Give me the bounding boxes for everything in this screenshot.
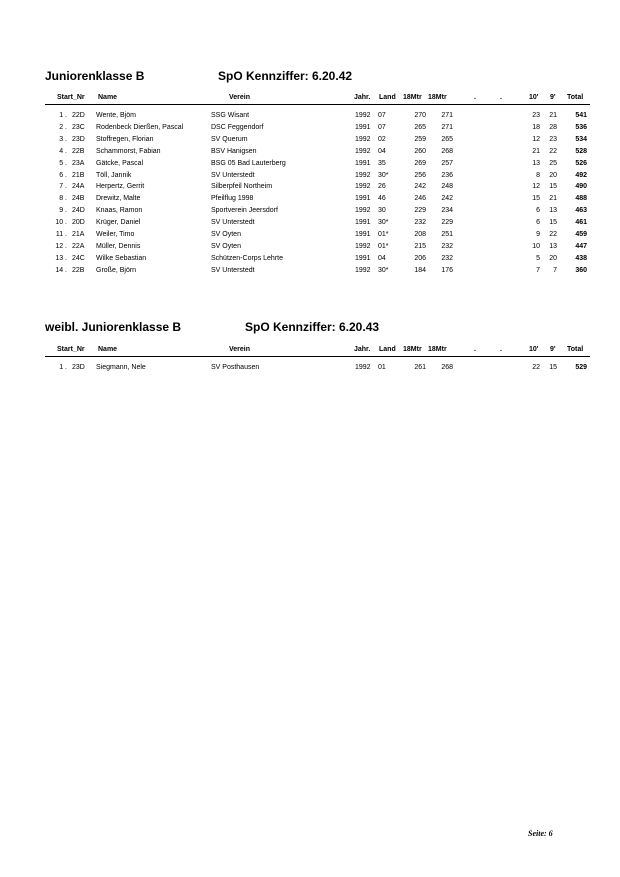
- cell-jahr: 1992: [355, 147, 371, 155]
- cell-10: 21: [532, 147, 540, 155]
- cell-18mtr-1: 184: [414, 266, 426, 274]
- header-dot-1: .: [474, 94, 476, 101]
- cell-18mtr-2: 268: [441, 364, 453, 371]
- cell-10: 8: [536, 171, 540, 179]
- cell-land: 30*: [378, 171, 389, 179]
- cell-18mtr-1: 256: [414, 171, 426, 179]
- cell-start-nr: 23C: [72, 123, 85, 131]
- cell-9: 20: [549, 171, 557, 179]
- table-row: [45, 265, 590, 277]
- cell-18mtr-2: 232: [441, 242, 453, 250]
- header-verein: Verein: [229, 346, 251, 353]
- cell-9: 20: [549, 254, 557, 262]
- cell-18mtr-1: 259: [414, 135, 426, 143]
- cell-verein: SV Unterstedt: [211, 171, 255, 179]
- cell-18mtr-1: 265: [414, 123, 426, 131]
- cell-10: 23: [532, 112, 540, 119]
- cell-10: 6: [536, 219, 540, 227]
- cell-18mtr-1: 232: [414, 219, 426, 227]
- cell-9: 15: [549, 364, 557, 371]
- section-title: [45, 320, 380, 334]
- cell-position: 9 .: [59, 207, 67, 215]
- cell-start-nr: 24B: [72, 195, 85, 203]
- cell-9: 21: [549, 112, 557, 119]
- cell-18mtr-2: 242: [441, 195, 453, 203]
- table-row: [45, 110, 590, 122]
- cell-position: 6 .: [59, 171, 67, 179]
- cell-9: 23: [549, 135, 557, 143]
- class-name: weibl. Juniorenklasse B: [45, 320, 182, 334]
- cell-9: 22: [549, 147, 557, 155]
- cell-position: 10 .: [55, 219, 67, 227]
- table-row: [45, 241, 590, 253]
- cell-10: 7: [536, 266, 540, 274]
- cell-name: Schammorst, Fabian: [96, 147, 161, 155]
- cell-verein: SV Posthausen: [211, 364, 260, 371]
- cell-jahr: 1991: [355, 231, 371, 238]
- cell-name: Wilke Sebastian: [96, 254, 147, 262]
- header-name: Name: [98, 346, 118, 353]
- cell-start-nr: 22D: [72, 112, 85, 119]
- header-9: 9': [550, 346, 556, 353]
- cell-name: Krüger, Daniel: [96, 219, 141, 227]
- cell-10: 18: [532, 123, 540, 131]
- kennziffer: SpO Kennziffer: 6.20.42: [218, 69, 353, 83]
- cell-jahr: 1992: [355, 171, 371, 179]
- cell-total: 492: [575, 171, 587, 179]
- table-row: [45, 362, 590, 374]
- cell-start-nr: 23D: [72, 364, 85, 371]
- cell-position: 4 .: [59, 147, 67, 155]
- cell-total: 526: [575, 159, 587, 167]
- table-row: [45, 253, 590, 265]
- cell-total: 447: [575, 242, 587, 250]
- cell-total: 541: [575, 112, 587, 119]
- cell-10: 10: [532, 242, 540, 250]
- cell-9: 22: [549, 231, 557, 238]
- cell-total: 529: [575, 364, 587, 371]
- cell-jahr: 1992: [355, 135, 371, 143]
- cell-18mtr-1: 260: [414, 147, 426, 155]
- cell-18mtr-1: 242: [414, 183, 426, 191]
- table-header: [45, 344, 590, 357]
- cell-10: 22: [532, 364, 540, 371]
- cell-name: Große, Björn: [96, 266, 137, 274]
- header-18mtr-2: 18Mtr: [428, 94, 447, 101]
- header-dot-1: .: [474, 346, 476, 353]
- class-name: Juniorenklasse B: [45, 69, 145, 83]
- cell-start-nr: 22A: [72, 242, 85, 250]
- cell-position: 14 .: [55, 266, 67, 274]
- cell-verein: SV Unterstedt: [211, 266, 255, 274]
- cell-18mtr-2: 176: [441, 266, 453, 274]
- cell-verein: Pfeilflug 1998: [211, 195, 254, 203]
- cell-verein: Schützen-Corps Lehrte: [211, 254, 283, 262]
- header-10: 10': [529, 94, 539, 101]
- cell-verein: Silberpfeil Northeim: [211, 183, 273, 191]
- cell-18mtr-2: 248: [441, 183, 453, 191]
- cell-land: 01: [378, 364, 386, 371]
- header-total: Total: [567, 346, 584, 353]
- cell-start-nr: 24D: [72, 207, 85, 215]
- cell-9: 21: [549, 195, 557, 203]
- cell-land: 04: [378, 147, 386, 155]
- cell-land: 35: [378, 159, 386, 167]
- table-row: [45, 146, 590, 158]
- cell-position: 7 .: [59, 183, 67, 191]
- cell-18mtr-1: 246: [414, 195, 426, 203]
- cell-total: 536: [575, 123, 587, 131]
- header-start-nr: Start_Nr: [57, 94, 85, 101]
- cell-9: 15: [549, 219, 557, 227]
- cell-position: 8 .: [59, 195, 67, 203]
- page-number: Seite: 6: [528, 829, 553, 838]
- table-row: [45, 181, 590, 193]
- cell-total: 438: [575, 254, 587, 262]
- cell-total: 490: [575, 183, 587, 191]
- header-9: 9': [550, 94, 556, 101]
- table-row: [45, 193, 590, 205]
- header-jahr: Jahr.: [354, 94, 371, 101]
- cell-name: Gätcke, Pascal: [96, 159, 144, 167]
- cell-land: 01*: [378, 231, 389, 238]
- cell-name: Herpertz, Gerrit: [96, 183, 145, 191]
- cell-verein: BSV Hanigsen: [211, 147, 257, 155]
- cell-start-nr: 24C: [72, 254, 85, 262]
- cell-jahr: 1991: [355, 159, 371, 167]
- table-header: [45, 92, 590, 105]
- cell-total: 459: [575, 231, 587, 238]
- cell-10: 5: [536, 254, 540, 262]
- cell-total: 528: [575, 147, 587, 155]
- cell-position: 5 .: [59, 159, 67, 167]
- cell-land: 30*: [378, 219, 389, 227]
- cell-9: 15: [549, 183, 557, 191]
- header-18mtr-1: 18Mtr: [403, 346, 422, 353]
- cell-9: 13: [549, 207, 557, 215]
- cell-name: Rodenbeck Dierßen, Pascal: [96, 123, 184, 131]
- cell-18mtr-1: 229: [414, 207, 426, 215]
- kennziffer: SpO Kennziffer: 6.20.43: [245, 320, 380, 334]
- cell-position: 12 .: [55, 242, 67, 250]
- cell-jahr: 1991: [355, 195, 371, 203]
- cell-start-nr: 21B: [72, 171, 85, 179]
- cell-start-nr: 22B: [72, 266, 85, 274]
- cell-name: Töll, Jannik: [96, 171, 132, 179]
- header-18mtr-1: 18Mtr: [403, 94, 422, 101]
- cell-position: 11 .: [55, 231, 67, 238]
- cell-land: 46: [378, 195, 386, 203]
- header-jahr: Jahr.: [354, 346, 371, 353]
- cell-18mtr-1: 261: [414, 364, 426, 371]
- cell-9: 25: [549, 159, 557, 167]
- cell-name: Stoffregen, Florian: [96, 135, 154, 143]
- cell-jahr: 1992: [355, 364, 371, 371]
- cell-total: 488: [575, 195, 587, 203]
- cell-9: 7: [553, 266, 557, 274]
- cell-start-nr: 23A: [72, 159, 85, 167]
- cell-18mtr-1: 269: [414, 159, 426, 167]
- cell-10: 12: [532, 183, 540, 191]
- cell-18mtr-1: 208: [414, 231, 426, 238]
- cell-18mtr-2: 236: [441, 171, 453, 179]
- cell-18mtr-1: 206: [414, 254, 426, 262]
- cell-verein: SV Oyten: [211, 242, 241, 250]
- cell-18mtr-2: 229: [441, 219, 453, 227]
- table-row: [45, 122, 590, 134]
- cell-verein: SSG Wisant: [211, 112, 250, 119]
- cell-jahr: 1991: [355, 219, 371, 227]
- header-land: Land: [379, 346, 396, 353]
- cell-total: 360: [575, 266, 587, 274]
- cell-land: 04: [378, 254, 386, 262]
- cell-jahr: 1992: [355, 266, 371, 274]
- cell-position: 1 .: [59, 364, 67, 371]
- cell-land: 30: [378, 207, 386, 215]
- table-row: [45, 158, 590, 170]
- section-title: [45, 69, 353, 83]
- cell-verein: SV Querum: [211, 135, 248, 143]
- header-land: Land: [379, 94, 396, 101]
- table-row: [45, 205, 590, 217]
- cell-18mtr-2: 232: [441, 254, 453, 262]
- header-name: Name: [98, 94, 118, 101]
- cell-position: 3 .: [59, 135, 67, 143]
- cell-start-nr: 22B: [72, 147, 85, 155]
- cell-verein: DSC Feggendorf: [211, 123, 264, 131]
- table-row: [45, 217, 590, 229]
- cell-18mtr-2: 268: [441, 147, 453, 155]
- cell-position: 1 .: [59, 112, 67, 119]
- cell-total: 463: [575, 207, 587, 215]
- table-row: [45, 170, 590, 182]
- cell-jahr: 1991: [355, 254, 371, 262]
- cell-position: 2 .: [59, 123, 67, 131]
- cell-name: Wente, Bjöm: [96, 112, 136, 119]
- cell-start-nr: 24A: [72, 183, 85, 191]
- cell-start-nr: 23D: [72, 135, 85, 143]
- cell-9: 28: [549, 123, 557, 131]
- cell-total: 461: [575, 219, 587, 227]
- cell-position: 13 .: [55, 254, 67, 262]
- header-start-nr: Start_Nr: [57, 346, 85, 353]
- cell-name: Drewitz, Malte: [96, 195, 141, 203]
- cell-jahr: 1992: [355, 207, 371, 215]
- cell-start-nr: 20D: [72, 219, 85, 227]
- header-dot-2: .: [500, 94, 502, 101]
- header-total: Total: [567, 94, 584, 101]
- table-row: [45, 229, 590, 241]
- cell-18mtr-2: 271: [441, 112, 453, 119]
- cell-jahr: 1992: [355, 183, 371, 191]
- header-10: 10': [529, 346, 539, 353]
- cell-verein: SV Oyten: [211, 231, 241, 238]
- cell-land: 07: [378, 112, 386, 119]
- cell-name: Siegmann, Nele: [96, 364, 146, 371]
- cell-18mtr-2: 265: [441, 135, 453, 143]
- cell-18mtr-2: 251: [441, 231, 453, 238]
- cell-18mtr-2: 271: [441, 123, 453, 131]
- cell-jahr: 1992: [355, 242, 371, 250]
- cell-land: 01*: [378, 242, 389, 250]
- cell-18mtr-2: 257: [441, 159, 453, 167]
- cell-18mtr-2: 234: [441, 207, 453, 215]
- cell-land: 02: [378, 135, 386, 143]
- header-verein: Verein: [229, 94, 251, 101]
- cell-18mtr-1: 270: [414, 112, 426, 119]
- cell-verein: SV Unterstedt: [211, 219, 255, 227]
- header-dot-2: .: [500, 346, 502, 353]
- cell-total: 534: [575, 135, 587, 143]
- table-row: [45, 134, 590, 146]
- cell-jahr: 1991: [355, 123, 371, 131]
- cell-10: 15: [532, 195, 540, 203]
- cell-verein: BSG 05 Bad Lauterberg: [211, 159, 286, 167]
- cell-name: Knaas, Ramon: [96, 207, 143, 215]
- cell-name: Müller, Dennis: [96, 242, 141, 250]
- cell-land: 30*: [378, 266, 389, 274]
- cell-start-nr: 21A: [72, 231, 85, 238]
- cell-jahr: 1992: [355, 112, 371, 119]
- cell-10: 9: [536, 231, 540, 238]
- cell-verein: Sportverein Jeersdorf: [211, 207, 278, 215]
- cell-10: 12: [532, 135, 540, 143]
- header-18mtr-2: 18Mtr: [428, 346, 447, 353]
- cell-18mtr-1: 215: [414, 242, 426, 250]
- cell-name: Weiler, Timo: [96, 231, 135, 238]
- cell-9: 13: [549, 242, 557, 250]
- cell-10: 13: [532, 159, 540, 167]
- cell-10: 6: [536, 207, 540, 215]
- cell-land: 07: [378, 123, 386, 131]
- cell-land: 26: [378, 183, 386, 191]
